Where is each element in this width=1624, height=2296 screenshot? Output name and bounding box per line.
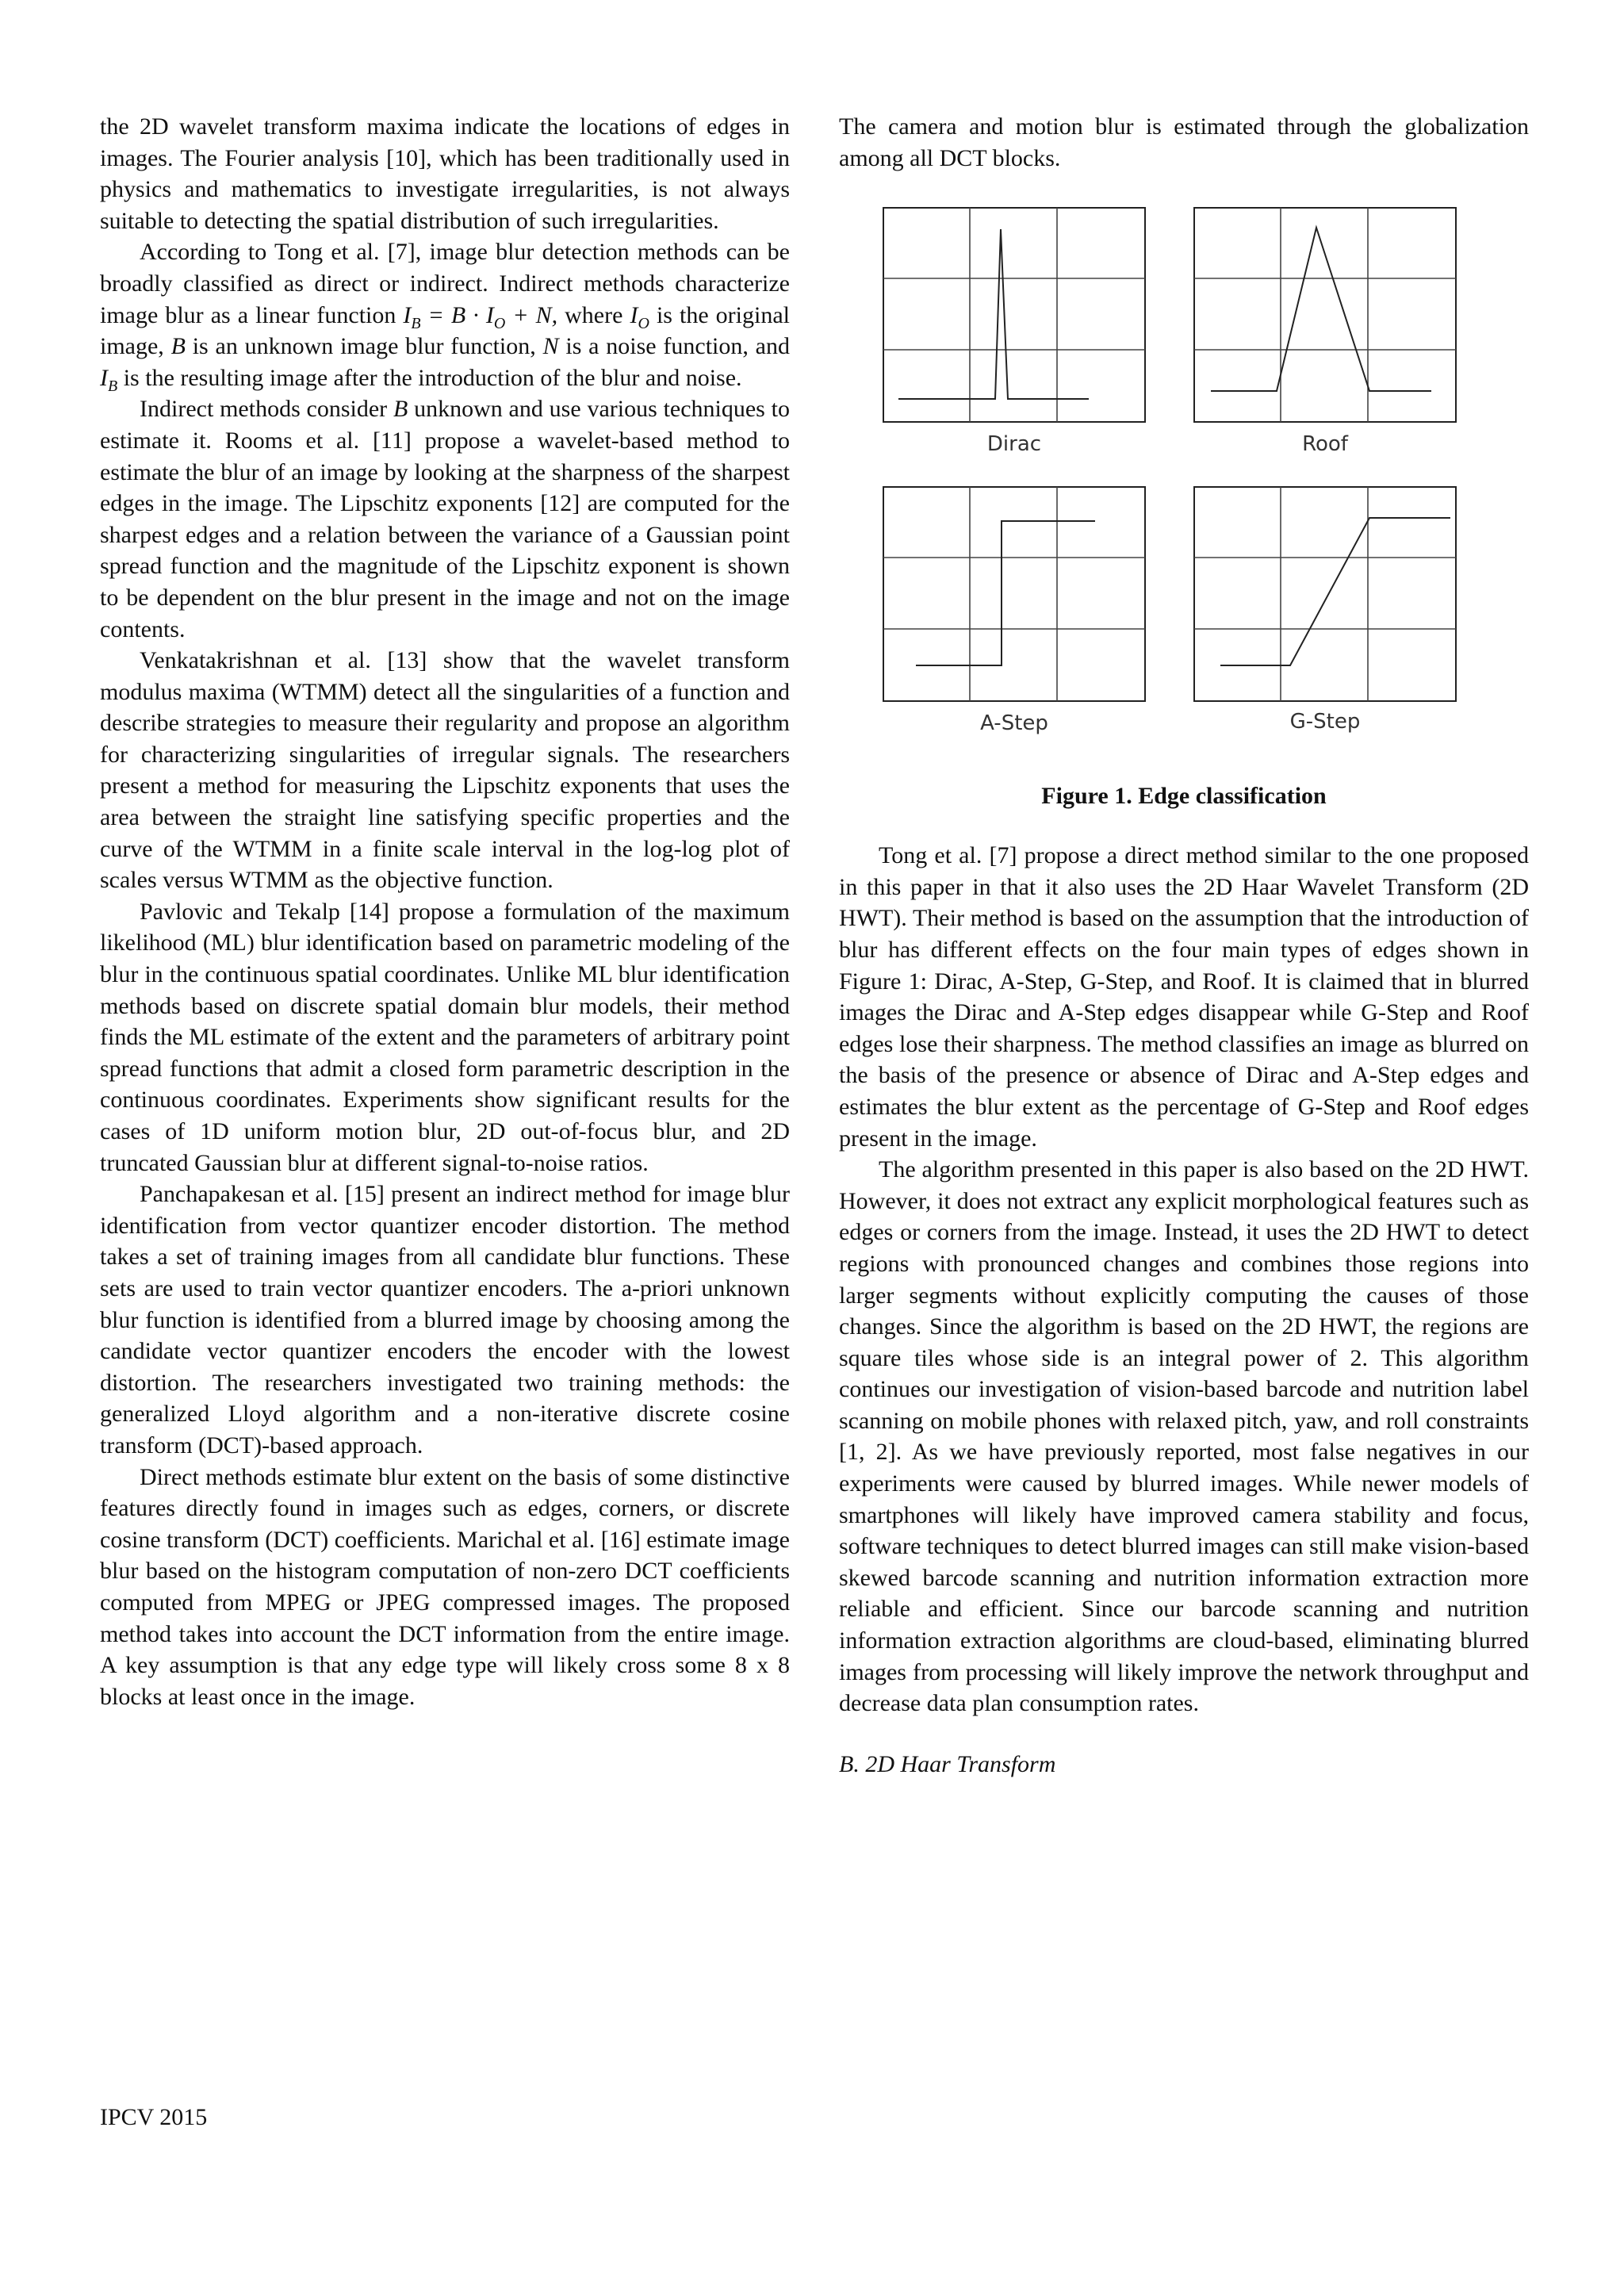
roof-diagram [1193, 207, 1457, 423]
dirac-diagram [883, 207, 1146, 423]
a-step-label: A-Step [980, 711, 1048, 736]
paragraph: Venkatakrishnan et al. [13] show that the wavelet transform modulus maxima (WTMM) detect all the singularities of a function and describe strategies to measure their regularity and propose an algorithm for characterizing singularities of irregular signals. The researchers present a method for measuring the Lipschitz exponents that uses the area between the straight line satisfying specific properties and the curve of the WTMM in a finite scale interval in the log-log plot of scales versus WTMM as the objective function. [100, 647, 790, 894]
edge-classification-figure [839, 207, 1529, 778]
paragraph: Panchapakesan et al. [15] present an indirect method for image blur identification from vector quantizer encoder distortion. The method takes a set of training images from all candidate blur functions. These sets are used to train vector quantizer encoders. The a-priori unknown blur function is identified from a blurred image by choosing among the candidate vector quantizer encoders the encoder with the lowest distortion. The researchers investigated two training methods: the generalized Lloyd algorithm and a non-iterative discrete cosine transform (DCT)-based approach. [100, 1181, 790, 1458]
dirac-label: Dirac [986, 432, 1042, 457]
a-step-panel [883, 486, 1146, 702]
paragraph: Indirect methods consider B unknown and use various techniques to estimate it. Rooms et al. [11] propose a wavelet-based method to estimate the blur of an image by looking at the sharpness of the sharpest edges in the image. The Lipschitz exponents [12] are computed for the sharpest edges and a relation between the variance of a Gaussian point spread function and the magnitude of the Lipschitz exponent is shown to be dependent on the blur present in the image and not on the image contents. [100, 396, 790, 642]
section-heading: B. 2D Haar Transform [839, 1750, 1056, 1777]
paragraph: Tong et al. [7] propose a direct method similar to the one proposed in this paper in that it also uses the 2D Haar Wavelet Transform (2D HWT). Their method is based on the assumption that the introduction of blur has different effects on the four main types of edges shown in Figure 1: Dirac, A-Step, G-Step, and Roof. It is claimed that in blurred images the Dirac and A-Step edges disappear while G-Step and Roof edges lose their sharpness. The method classifies an image as blurred on the basis of the presence or absence of Dirac and A-Step edges and estimates the blur extent as the percentage of G-Step and Roof edges present in the image. [839, 842, 1529, 1152]
dirac-panel [883, 207, 1146, 423]
paragraph: the 2D wavelet transform maxima indicate the locations of edges in images. The Fourier analysis [10], which has been traditionally used in physics and mathematics to investigate irregularities, is not always suitable to detecting the spatial distribution of such irregularities. [100, 113, 790, 234]
formula-blur-model: $I_B = B \cdot I_O + N$, [403, 301, 558, 332]
paragraph: The algorithm presented in this paper is also based on the 2D HWT. However, it does not extract any explicit morphological features such as edges or corners from the image. Instead, it uses the 2D HWT to detect regions with pronounced changes and combines those regions into larger segments without explicitly computing the causes of those changes. Since the algorithm is based on the 2D HWT, the regions are square tiles whose side is an integral power of 2. This algorithm continues our investigation of vision-based barcode and nutrition label scanning on mobile phones with relaxed pitch, yaw, and roll constraints [1, 2]. As we have previously reported, most false negatives in our experiments were caused by blurred images. While newer models of smartphones will likely have improved camera stability and focus, software techniques to detect blurred images can still make vision-based skewed barcode scanning and nutrition information extraction more reliable and efficient. Since our barcode scanning and nutrition information extraction algorithms are cloud-based, eliminating blurred images from processing will likely improve the network throughput and decrease data plan consumption rates. [839, 1156, 1529, 1717]
paragraph: Direct methods estimate blur extent on the basis of some distinctive features directly found in images such as edges, corners, or discrete cosine transform (DCT) coefficients. Marichal et al. [16] estimate image blur based on the histogram computation of non-zero DCT coefficients computed from MPEG or JPEG compressed images. The proposed method takes into account the DCT information from the entire image. A key assumption is that any edge type will likely cross some 8 x 8 blocks at least once in the image. [100, 1463, 790, 1710]
paragraph-blur-model: According to Tong et al. [7], image blur detection methods can be broadly classified as direct or indirect. Indirect methods characterize image blur as a linear function $I_B = B \cdot I_O + N$, where $I_O$ is the original image, B is an unknown image blur function, N is a noise function, and $I_B$ is the resulting image after the introduction of the blur and noise. [100, 239, 790, 395]
roof-panel [1193, 207, 1457, 423]
paragraph: The camera and motion blur is estimated through the globalization among all DCT blocks. [839, 113, 1529, 171]
g-step-panel [1193, 486, 1457, 702]
g-step-label: G-Step [1289, 710, 1361, 734]
paragraph: Pavlovic and Tekalp [14] propose a formulation of the maximum likelihood (ML) blur identification based on parametric modeling of the blur in the continuous spatial coordinates. Unlike ML blur identification methods based on discrete spatial domain blur models, their method finds the ML estimate of the extent and the parameters of arbitrary point spread functions that admit a closed form parametric description in the continuous coordinates. Experiments show significant results for the cases of 1D uniform motion blur, 2D out-of-focus blur, and 2D truncated Gaussian blur at different signal-to-noise ratios. [100, 898, 790, 1176]
left-column [100, 111, 790, 1712]
a-step-diagram [883, 486, 1146, 702]
g-step-diagram [1193, 486, 1457, 702]
right-column [839, 111, 1529, 1778]
page-footer: IPCV 2015 [100, 2104, 208, 2130]
figure-caption: Figure 1. Edge classification [1041, 783, 1327, 810]
roof-label: Roof [1302, 432, 1348, 457]
